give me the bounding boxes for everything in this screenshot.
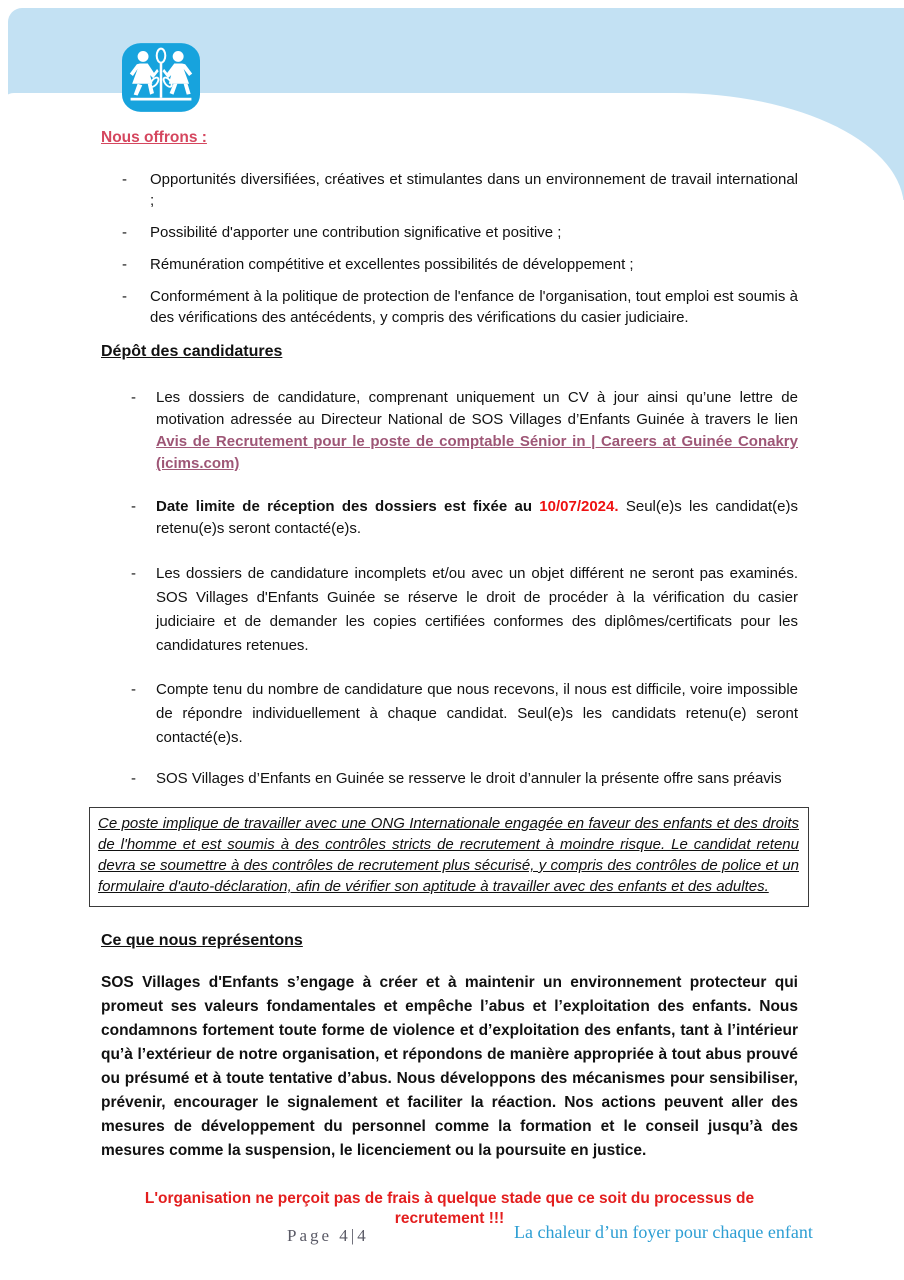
page-number: Page 4|4 [287,1226,369,1245]
footer-tagline: La chaleur d’un foyer pour chaque enfant [514,1222,813,1242]
safeguarding-notice-box: Ce poste implique de travailler avec une ONG Internationale engagée en faveur des enfants et des droits de l'homme et est soumis à des contrôles stricts de recrutement à moindre risque. Le candidat retenu devra se soumettre à des contrôles de recrutement plus sécurisé, y compris des contrôles de police et un formulaire d'auto-déclaration, afin de vérifier son aptitude à travailler avec des enfants et des adultes. [89,807,809,907]
bullet-dash: - [131,389,136,406]
list-item-text: Les dossiers de candidature incomplets et/ou avec un objet différent ne seront pas examinés. SOS Villages d'Enfants Guinée se réserve le droit de procéder à la vérification du casier judiciaire et de demander les copies certifiées conformes des diplômes/certificats pour les candidatures retenues. [156,565,798,654]
list-item-text [156,387,798,475]
bullet-dash: - [131,770,136,787]
list-item-text: Possibilité d'apporter une contribution significative et positive ; [150,224,562,241]
bullet-dash: - [122,224,127,241]
offers-heading: Nous offrons : [101,129,207,146]
applications-heading: Dépôt des candidatures [101,343,283,360]
document-body [98,127,799,1229]
no-fee-notice: L'organisation ne perçoit pas de frais à quelque stade que ce soit du processus de recrutement !!! [144,1190,755,1227]
dossier-intro-text: Les dossiers de candidature, comprenant uniquement un CV à jour ainsi qu’une lettre de motivation adressée au Directeur National de SOS Villages d’Enfants Guinée à travers le lien [156,389,798,428]
list-item [101,222,798,243]
list-item-text: Compte tenu du nombre de candidature que nous recevons, il nous est difficile, voire impossible de répondre individuellement à chaque candidat. Seul(e)s les candidats retenu(e) seront contacté(e)s. [156,681,798,746]
deadline-rest: Seul(e)s les candidat(e)s retenu(e)s seront contacté(e)s. [156,498,799,537]
list-item-text: SOS Villages d’Enfants en Guinée se resserve le droit d’annuler la présente offre sans préavis [156,770,782,787]
list-item [101,286,798,328]
deadline-date: 10/07/2024. [539,498,619,515]
list-item [101,169,798,211]
bullet-dash: - [131,498,136,515]
bullet-dash: - [122,171,127,188]
list-item-text: Conformément à la politique de protection de l'enfance de l'organisation, tout emploi est soumis à des vérifications des antécédents, y compris des vérifications du casier judiciaire. [150,288,798,326]
bullet-dash: - [131,681,136,698]
list-item [101,768,798,790]
list-item-text: Rémunération compétitive et excellentes possibilités de développement ; [150,256,634,273]
sos-children-logo-icon [122,43,200,112]
list-item [101,254,798,275]
offers-list [101,169,798,328]
recruitment-notice-link[interactable]: Avis de Recrutement pour le poste de comptable Sénior in | Careers at Guinée Conakry (icims.com) [156,433,798,472]
values-heading: Ce que nous représentons [101,932,303,949]
values-paragraph: SOS Villages d'Enfants s’engage à créer et à maintenir un environnement protecteur qui promeut ses valeurs fondamentales et empêche l’abus et l’exploitation des enfants. Nous condamnons fortement toute forme de violence et d’exploitation des enfants, tant à l’intérieur qu’à l’extérieur de notre organisation, et répondons de manière appropriée à tout abus prouvé ou présumé et à toute tentative d’abus. Nous développons des mécanismes pour sensibiliser, prévenir, encourager le signalement et faciliter la réaction. Nos actions peuvent aller des mesures de développement du personnel comme la formation et le conseil jusqu’à des mesures comme la suspension, le licenciement ou la poursuite en justice. [101,974,798,1159]
applications-list [101,387,798,790]
list-item [101,562,798,658]
list-item [101,387,798,475]
bullet-dash: - [131,565,136,582]
list-item-text: Opportunités diversifiées, créatives et stimulantes dans un environnement de travail international ; [150,171,798,209]
bullet-dash: - [122,288,127,305]
bullet-dash: - [122,256,127,273]
deadline-label: Date limite de réception des dossiers est fixée au [156,498,540,515]
list-item [101,496,798,540]
list-item [101,678,798,750]
list-item-text [156,496,798,540]
